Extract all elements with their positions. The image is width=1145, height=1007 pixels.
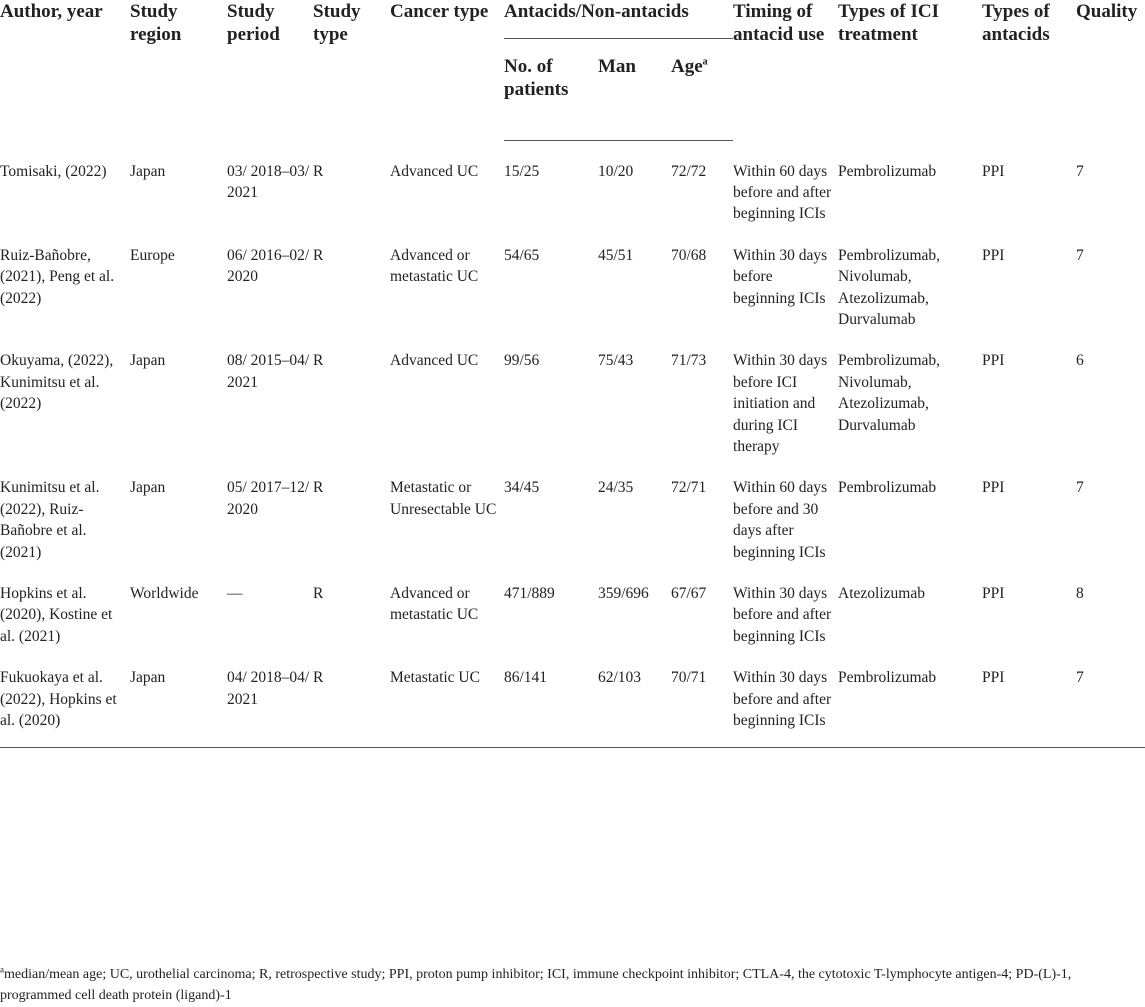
cell-antacid: PPI xyxy=(982,479,1005,497)
cell-ici: Pembrolizumab xyxy=(838,162,937,180)
cell-period: 04/ 2018–04/ 2021 xyxy=(227,647,313,748)
cell-type: R xyxy=(313,352,324,370)
cell-type: R xyxy=(313,585,324,602)
cell-region: Worldwide xyxy=(130,585,199,602)
cell-author: Fukuokaya et al. (2022), Hopkins et al. (2020) xyxy=(0,647,130,748)
cell-cancer: Advanced UC xyxy=(390,352,479,370)
cell-region: Japan xyxy=(130,479,166,497)
cell-type: R xyxy=(313,246,324,264)
header-age-sup: a xyxy=(702,56,708,68)
cell-man: 359/696 xyxy=(598,585,649,602)
cell-patients: 471/889 xyxy=(504,585,555,602)
cell-antacid: PPI xyxy=(982,647,1076,748)
cell-quality: 7 xyxy=(1076,246,1084,264)
cell-man: 62/103 xyxy=(598,647,671,748)
cell-ici: Pembrolizumab, Nivolumab, Atezolizumab, Durvalumab xyxy=(838,352,941,434)
table-row xyxy=(0,647,1145,748)
cell-cancer: Advanced or metastatic UC xyxy=(390,585,479,624)
cell-man: 75/43 xyxy=(598,352,634,370)
cell-cancer: Metastatic UC xyxy=(390,647,504,748)
header-author-year: Author, year xyxy=(0,1,103,22)
cell-type: R xyxy=(313,647,390,748)
cell-period: 08/ 2015–04/ 2021 xyxy=(227,352,310,391)
cell-patients: 34/45 xyxy=(504,479,540,497)
table-row xyxy=(0,563,1145,647)
header-antacid-types: Types of antacids xyxy=(982,1,1050,45)
cell-period: 03/ 2018–03/ 2021 xyxy=(227,162,310,201)
cell-quality: 7 xyxy=(1076,479,1084,497)
cell-patients: 15/25 xyxy=(504,163,540,180)
cell-antacid: PPI xyxy=(982,352,1005,370)
cell-period: 06/ 2016–02/ 2020 xyxy=(227,246,310,286)
cell-timing: Within 60 days before and 30 days after beginning ICIs xyxy=(733,479,828,561)
header-study-type: Study type xyxy=(313,1,361,45)
cell-antacid: PPI xyxy=(982,246,1005,264)
cell-cancer: Advanced UC xyxy=(390,162,479,180)
cell-timing: Within 30 days before beginning ICIs xyxy=(733,246,828,307)
cell-ici: Pembrolizumab xyxy=(838,647,982,748)
cell-cancer: Metastatic or Unresectable UC xyxy=(390,479,497,518)
cell-timing: Within 30 days before ICI initiation and during ICI therapy xyxy=(733,352,828,455)
cell-region: Japan xyxy=(130,162,166,180)
cell-quality: 7 xyxy=(1076,647,1145,748)
header-study-region: Study region xyxy=(130,1,182,45)
cell-quality: 6 xyxy=(1076,352,1084,370)
cell-man: 24/35 xyxy=(598,479,634,497)
cell-age: 71/73 xyxy=(671,352,707,370)
cell-author: Hopkins et al. (2020), Kostine et al. (2021) xyxy=(0,585,113,645)
cell-type: R xyxy=(313,162,324,180)
cell-author: Tomisaki, (2022) xyxy=(0,162,107,180)
header-timing: Timing of antacid use xyxy=(733,1,825,45)
header-group-antacids: Antacids/Non-antacids xyxy=(504,0,733,39)
header-age xyxy=(671,39,733,141)
header-study-period: Study period xyxy=(227,1,280,45)
cell-region: Japan xyxy=(130,352,166,370)
cell-age: 72/72 xyxy=(671,163,707,180)
cell-patients: 86/141 xyxy=(504,647,598,748)
cell-cancer: Advanced or metastatic UC xyxy=(390,246,479,286)
cell-ici: Pembrolizumab xyxy=(838,479,937,497)
cell-timing: Within 30 days before and after beginning ICIs xyxy=(733,647,838,748)
cell-region: Europe xyxy=(130,246,175,264)
table-row xyxy=(0,225,1145,331)
cell-man: 10/20 xyxy=(598,163,634,180)
cell-quality: 8 xyxy=(1076,585,1084,602)
cell-man: 45/51 xyxy=(598,246,634,264)
table-row xyxy=(0,330,1145,457)
cell-age: 67/67 xyxy=(671,585,707,602)
cell-patients: 99/56 xyxy=(504,352,540,370)
cell-period: 05/ 2017–12/ 2020 xyxy=(227,479,310,518)
cell-age: 70/68 xyxy=(671,246,707,264)
header-age-label: Age xyxy=(671,56,703,77)
table-row xyxy=(0,141,1145,225)
cell-antacid: PPI xyxy=(982,162,1005,180)
cell-region: Japan xyxy=(130,647,227,748)
cell-timing: Within 30 days before and after beginning ICIs xyxy=(733,585,832,645)
cell-ici: Atezolizumab xyxy=(838,585,925,602)
cell-antacid: PPI xyxy=(982,585,1005,602)
header-no-patients: No. of patients xyxy=(504,39,598,141)
cell-ici: Pembrolizumab, Nivolumab, Atezolizumab, Durvalumab xyxy=(838,246,941,328)
header-man: Man xyxy=(598,39,671,141)
footnote-sup: a xyxy=(0,964,4,975)
table-row xyxy=(0,457,1145,563)
table-footnote xyxy=(0,964,1145,1006)
header-cancer-type: Cancer type xyxy=(390,1,489,22)
cell-age: 72/71 xyxy=(671,479,707,497)
header-quality: Quality xyxy=(1076,1,1138,22)
cell-quality: 7 xyxy=(1076,162,1084,180)
cell-author: Kunimitsu et al. (2022), Ruiz-Bañobre et al. (2021) xyxy=(0,479,100,561)
footnote-text: median/mean age; UC, urothelial carcinoma; R, retrospective study; PPI, proton pump inhibitor; ICI, immune checkpoint inhibitor; CTLA-4, the cytotoxic T-lymphocyte antigen-4; PD-(L)-1, programmed cell death protein (ligand)-1 xyxy=(0,967,1072,1003)
header-ici-types: Types of ICI treatment xyxy=(838,1,940,45)
cell-age: 70/71 xyxy=(671,647,733,748)
cell-patients: 54/65 xyxy=(504,246,540,264)
cell-period: — xyxy=(227,585,243,602)
cell-author: Ruiz-Bañobre, (2021), Peng et al. (2022) xyxy=(0,246,115,307)
cell-type: R xyxy=(313,479,324,497)
cell-timing: Within 60 days before and after beginning ICIs xyxy=(733,162,832,223)
cell-author: Okuyama, (2022), Kunimitsu et al. (2022) xyxy=(0,352,114,413)
